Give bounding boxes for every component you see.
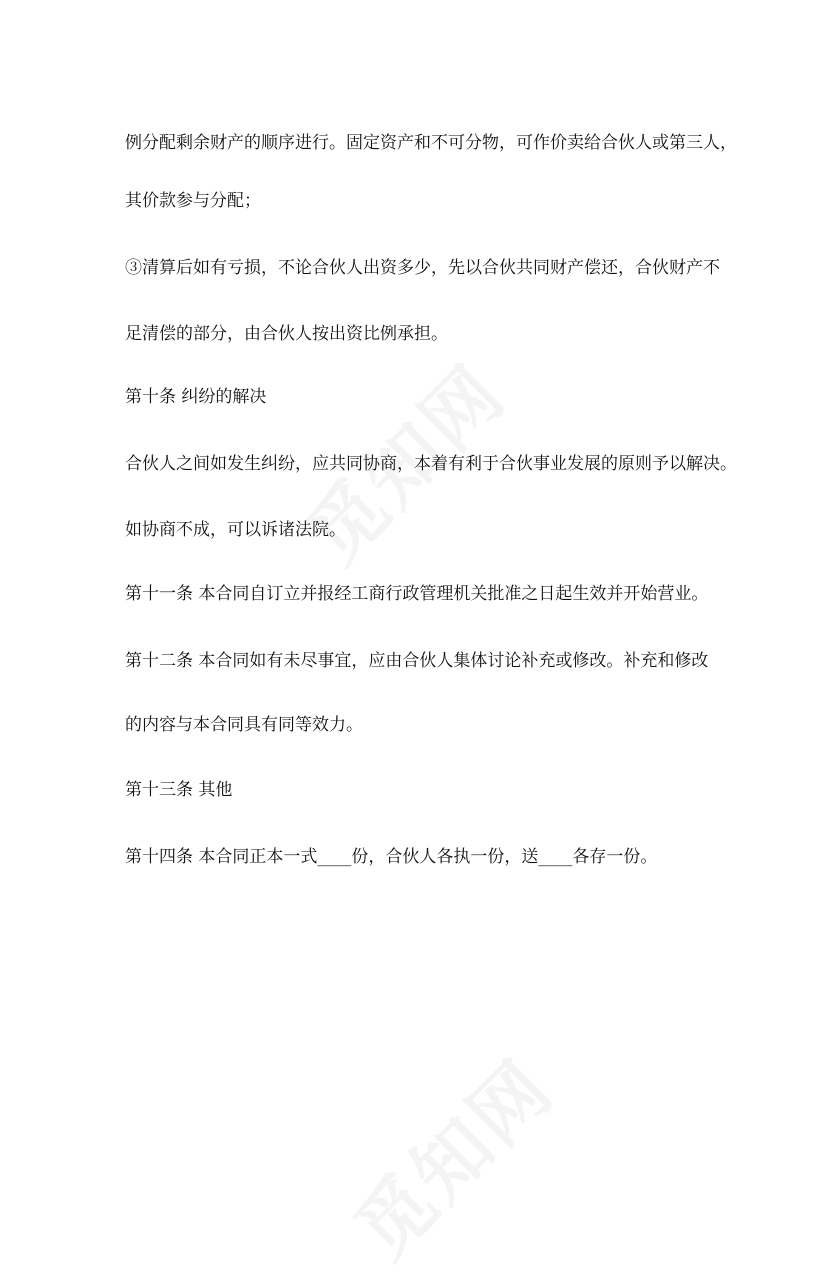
text-line: 如协商不成，可以诉诸法院。 bbox=[125, 520, 346, 540]
text-line: 足清偿的部分，由合伙人按出资比例承担。 bbox=[125, 324, 448, 344]
clause-13: 第十三条 其他 bbox=[125, 780, 233, 800]
clause-12: 第十二条 本合同如有未尽事宜，应由合伙人集体讨论补充或修改。补充和修改 bbox=[125, 651, 709, 671]
clause-11: 第十一条 本合同自订立并报经工商行政管理机关批准之日起生效并开始营业。 bbox=[125, 584, 709, 604]
text-line: ③清算后如有亏损，不论合伙人出资多少，先以合伙共同财产偿还，合伙财产不 bbox=[125, 258, 720, 278]
section-heading: 第十条 纠纷的解决 bbox=[125, 387, 267, 407]
text-line: 其价款参与分配； bbox=[125, 191, 261, 211]
text-line: 合伙人之间如发生纠纷，应共同协商，本着有利于合伙事业发展的原则予以解决。 bbox=[125, 454, 737, 474]
clause-14: 第十四条 本合同正本一式____份，合伙人各执一份，送____各存一份。 bbox=[125, 847, 658, 867]
text-line: 的内容与本合同具有同等效力。 bbox=[125, 715, 363, 735]
watermark-bottom bbox=[327, 1031, 574, 1278]
text-line: 例分配剩余财产的顺序进行。固定资产和不可分物，可作价卖给合伙人或第三人， bbox=[125, 133, 737, 153]
